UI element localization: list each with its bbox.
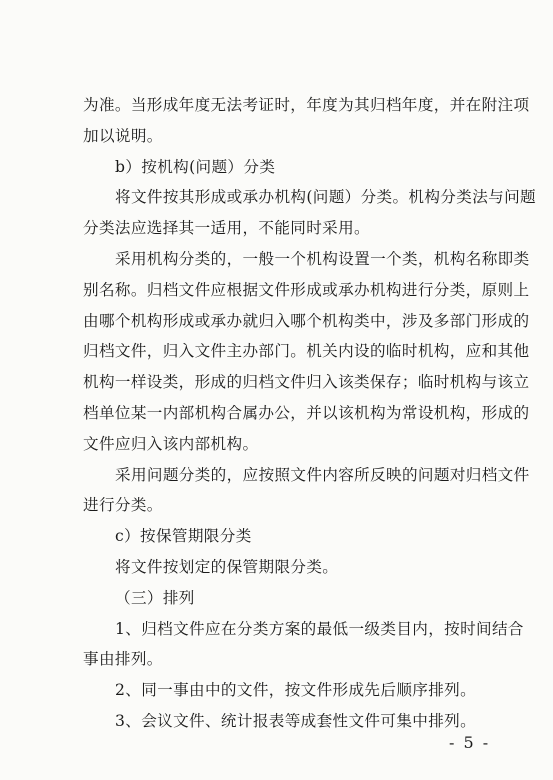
subsection-heading: c）按保管期限分类: [115, 527, 252, 546]
body-text-line: 由哪个机构形成或承办就归入哪个机构类中，涉及多部门形成的: [83, 311, 530, 330]
body-text-line: 采用问题分类的，应按照文件内容所反映的问题对归档文件: [115, 465, 530, 484]
list-item: 3、会议文件、统计报表等成套性文件可集中排列。: [115, 712, 477, 730]
list-item: 2、同一事由中的文件，按文件形成先后顺序排列。: [115, 681, 477, 700]
body-text-line: 加以说明。: [83, 126, 163, 145]
page-number: - 5 -: [449, 733, 491, 752]
body-text-line: 机构一样设类，形成的归档文件归入该类保存；临时机构与该立: [83, 373, 530, 392]
body-text-line: 别名称。归档文件应根据文件形成或承办机构进行分类，原则上: [83, 280, 530, 299]
body-text-line: 将文件按划定的保管期限分类。: [115, 558, 339, 576]
body-text-line: 将文件按其形成或承办机构(问题）分类。机构分类法与问题: [115, 188, 536, 207]
list-item-continuation: 事由排列。: [83, 650, 163, 669]
body-text-line: 采用机构分类的，一般一个机构设置一个类，机构名称即类: [115, 250, 530, 268]
subsection-heading: b）按机构(问题）分类: [115, 157, 276, 176]
section-heading: （三）排列: [115, 588, 195, 607]
body-text-line: 归档文件，归入文件主办部门。机关内设的临时机构，应和其他: [83, 342, 530, 361]
list-item: 1、归档文件应在分类方案的最低一级类目内，按时间结合: [115, 619, 524, 638]
body-text-line: 文件应归入该内部机构。: [83, 434, 259, 453]
body-text-line: 为准。当形成年度无法考证时，年度为其归档年度，并在附注项: [83, 96, 530, 114]
body-text-line: 档单位某一内部机构合属办公，并以该机构为常设机构，形成的: [83, 404, 530, 422]
body-text-line: 分类法应选择其一适用，不能同时采用。: [83, 219, 370, 238]
body-text-line: 进行分类。: [83, 496, 163, 515]
